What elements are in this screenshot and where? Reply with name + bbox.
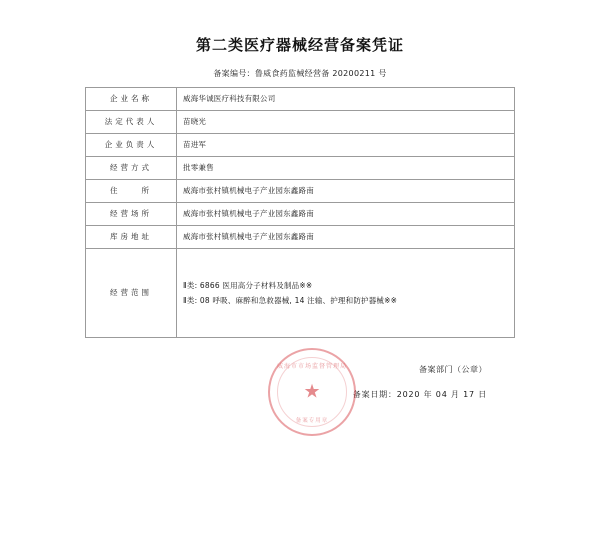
record-number: 备案编号：鲁威食药监械经营备 20200211 号	[213, 69, 387, 78]
row-label: 经营范围	[86, 249, 177, 338]
row-label: 住 所	[86, 180, 177, 203]
table-row	[86, 134, 515, 157]
registration-table	[85, 87, 515, 338]
row-value: 威海市张村镇机械电子产业园东鑫路南	[177, 180, 515, 203]
issue-date: 备案日期：2020 年 04 月 17 日	[352, 390, 487, 399]
row-label: 企业负责人	[86, 134, 177, 157]
row-label: 经营方式	[86, 157, 177, 180]
star-icon: ★	[303, 380, 321, 403]
table-row	[86, 180, 515, 203]
issuing-department: 备案部门（公章）	[419, 365, 487, 374]
row-value-scope	[177, 249, 515, 338]
row-value: 批零兼售	[177, 157, 515, 180]
table-row	[86, 88, 515, 111]
table-row	[86, 111, 515, 134]
row-label: 库房地址	[86, 226, 177, 249]
scope-line: Ⅱ类: 08 呼吸、麻醉和急救器械, 14 注输、护理和防护器械※※	[183, 295, 398, 305]
row-label: 法定代表人	[86, 111, 177, 134]
seal-top-text: 威海市市场监督管理局	[276, 363, 347, 370]
row-label: 经营场所	[86, 203, 177, 226]
row-value: 威海华诚医疗科技有限公司	[177, 88, 515, 111]
row-value: 苗晓光	[177, 111, 515, 134]
table-row	[86, 157, 515, 180]
document-page	[0, 34, 600, 534]
row-value: 威海市张村镇机械电子产业园东鑫路南	[177, 226, 515, 249]
table-row-scope	[86, 249, 515, 338]
document-footer	[57, 364, 543, 403]
row-value: 苗进军	[177, 134, 515, 157]
page-title: 第二类医疗器械经营备案凭证	[195, 36, 404, 54]
table-row	[86, 203, 515, 226]
seal-bottom-text: 备案专用章	[295, 418, 329, 424]
scope-line: Ⅱ类: 6866 医用高分子材料及制品※※	[183, 280, 313, 290]
row-value: 威海市张村镇机械电子产业园东鑫路南	[177, 203, 515, 226]
row-label: 企业名称	[86, 88, 177, 111]
table-row	[86, 226, 515, 249]
